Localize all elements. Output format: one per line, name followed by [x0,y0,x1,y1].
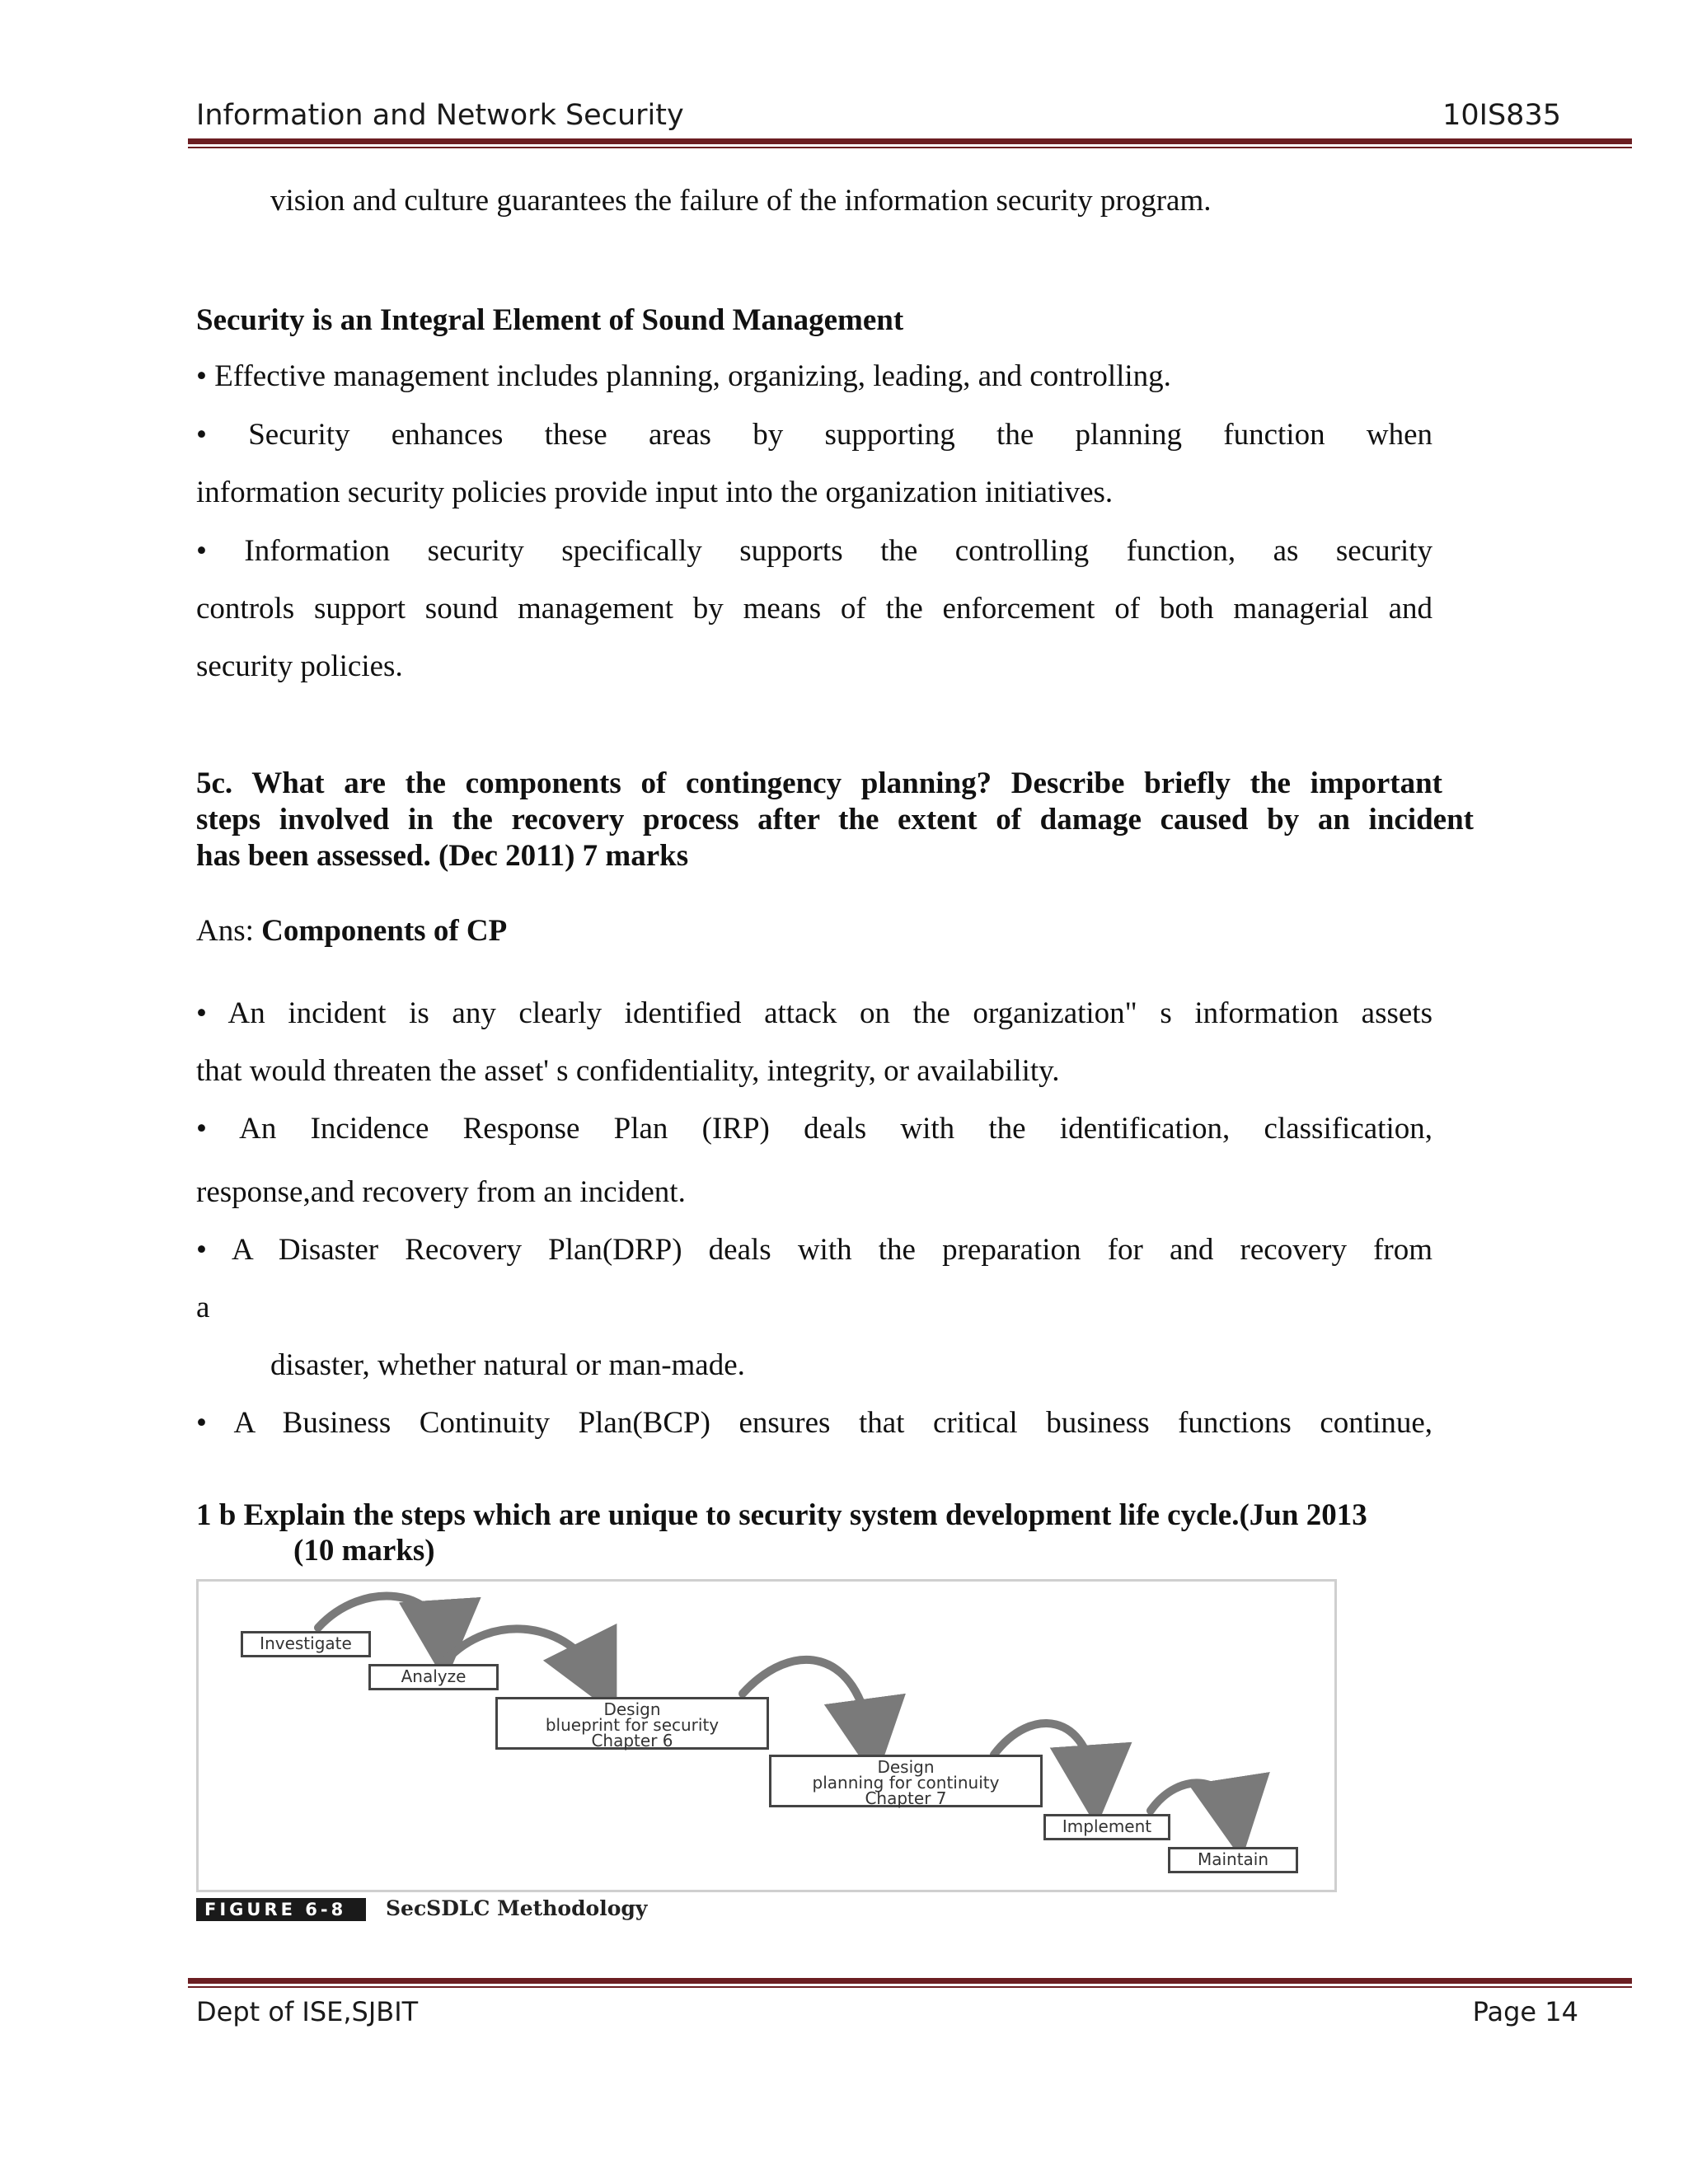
cp-drp-l2: a [196,1291,210,1324]
bullet-infosec-l1: • Information security specifically supports the controlling function, as security [196,534,1432,568]
section-heading: Security is an Integral Element of Sound Management [196,303,904,337]
bullet-management: • Effective management includes planning, organizing, leading, and controlling. [196,359,1171,393]
figure-label: FIGURE 6-8 [196,1898,366,1921]
step-analyze [368,1664,499,1690]
step-design-blueprint [495,1697,769,1750]
question-1b-l2: (10 marks) [293,1534,435,1568]
header-course-code: 10IS835 [1442,99,1561,132]
step-maintain [1168,1847,1298,1873]
header-rule [188,138,1632,148]
cp-bcp-l1: • A Business Continuity Plan(BCP) ensures that critical business functions continue, [196,1406,1432,1440]
step-maintain-label: Maintain [1197,1849,1269,1869]
header-title: Information and Network Security [196,99,684,132]
step-implement [1043,1814,1170,1840]
step-investigate-label: Investigate [260,1633,352,1653]
cp-drp-l3: disaster, whether natural or man-made. [270,1348,745,1382]
bullet-security-l2: information security policies provide input into the organization initiatives. [196,476,1114,509]
footer-rule [188,1978,1632,1988]
question-1b-l1: 1 b Explain the steps which are unique to security system development life cycle.(Jun 2013 [196,1498,1367,1532]
step-design-blueprint-title: Design [603,1699,661,1719]
step-design-continuity-chapter: Chapter 7 [865,1788,947,1808]
cp-irp-l1: • An Incidence Response Plan (IRP) deals with the identification, classification, [196,1112,1432,1146]
answer-prefix: Ans: [196,914,262,948]
bullet-infosec-l2: controls support sound management by means of the enforcement of both managerial and [196,592,1432,626]
step-design-continuity-desc: planning for continuity [812,1773,1000,1793]
footer-page-number: Page 14 [1472,1996,1578,2027]
cp-incident-l2: that would threaten the asset' s confidentiality, integrity, or availability. [196,1054,1060,1088]
answer-heading: Components of CP [261,914,508,948]
step-design-blueprint-chapter: Chapter 6 [591,1731,673,1750]
question-5c-l1: 5c. What are the components of contingency planning? Describe briefly the important [196,766,1442,800]
bullet-security-l1: • Security enhances these areas by supporting the planning function when [196,418,1432,452]
cp-irp-l2: response,and recovery from an incident. [196,1175,686,1209]
question-5c-l3: has been assessed. (Dec 2011) 7 marks [196,839,689,873]
step-design-continuity-title: Design [877,1757,935,1777]
bullet-infosec-l3: security policies. [196,649,403,683]
step-implement-label: Implement [1062,1816,1152,1836]
question-5c-l2: steps involved in the recovery process after the extent of damage caused by an incident [196,803,1474,837]
step-design-continuity [769,1755,1043,1807]
step-investigate [241,1631,371,1657]
cp-drp-l1: • A Disaster Recovery Plan(DRP) deals with the preparation for and recovery from [196,1233,1432,1267]
footer-dept: Dept of ISE,SJBIT [196,1996,419,2027]
figure-caption: SecSDLC Methodology [386,1896,648,1920]
step-design-blueprint-desc: blueprint for security [545,1715,720,1735]
answer-line [196,913,507,949]
step-analyze-label: Analyze [401,1666,467,1686]
secsdlc-figure [196,1579,1337,1892]
cp-incident-l1: • An incident is any clearly identified attack on the organization" s information assets [196,996,1432,1030]
intro-line: vision and culture guarantees the failure of the information security program. [270,184,1212,218]
